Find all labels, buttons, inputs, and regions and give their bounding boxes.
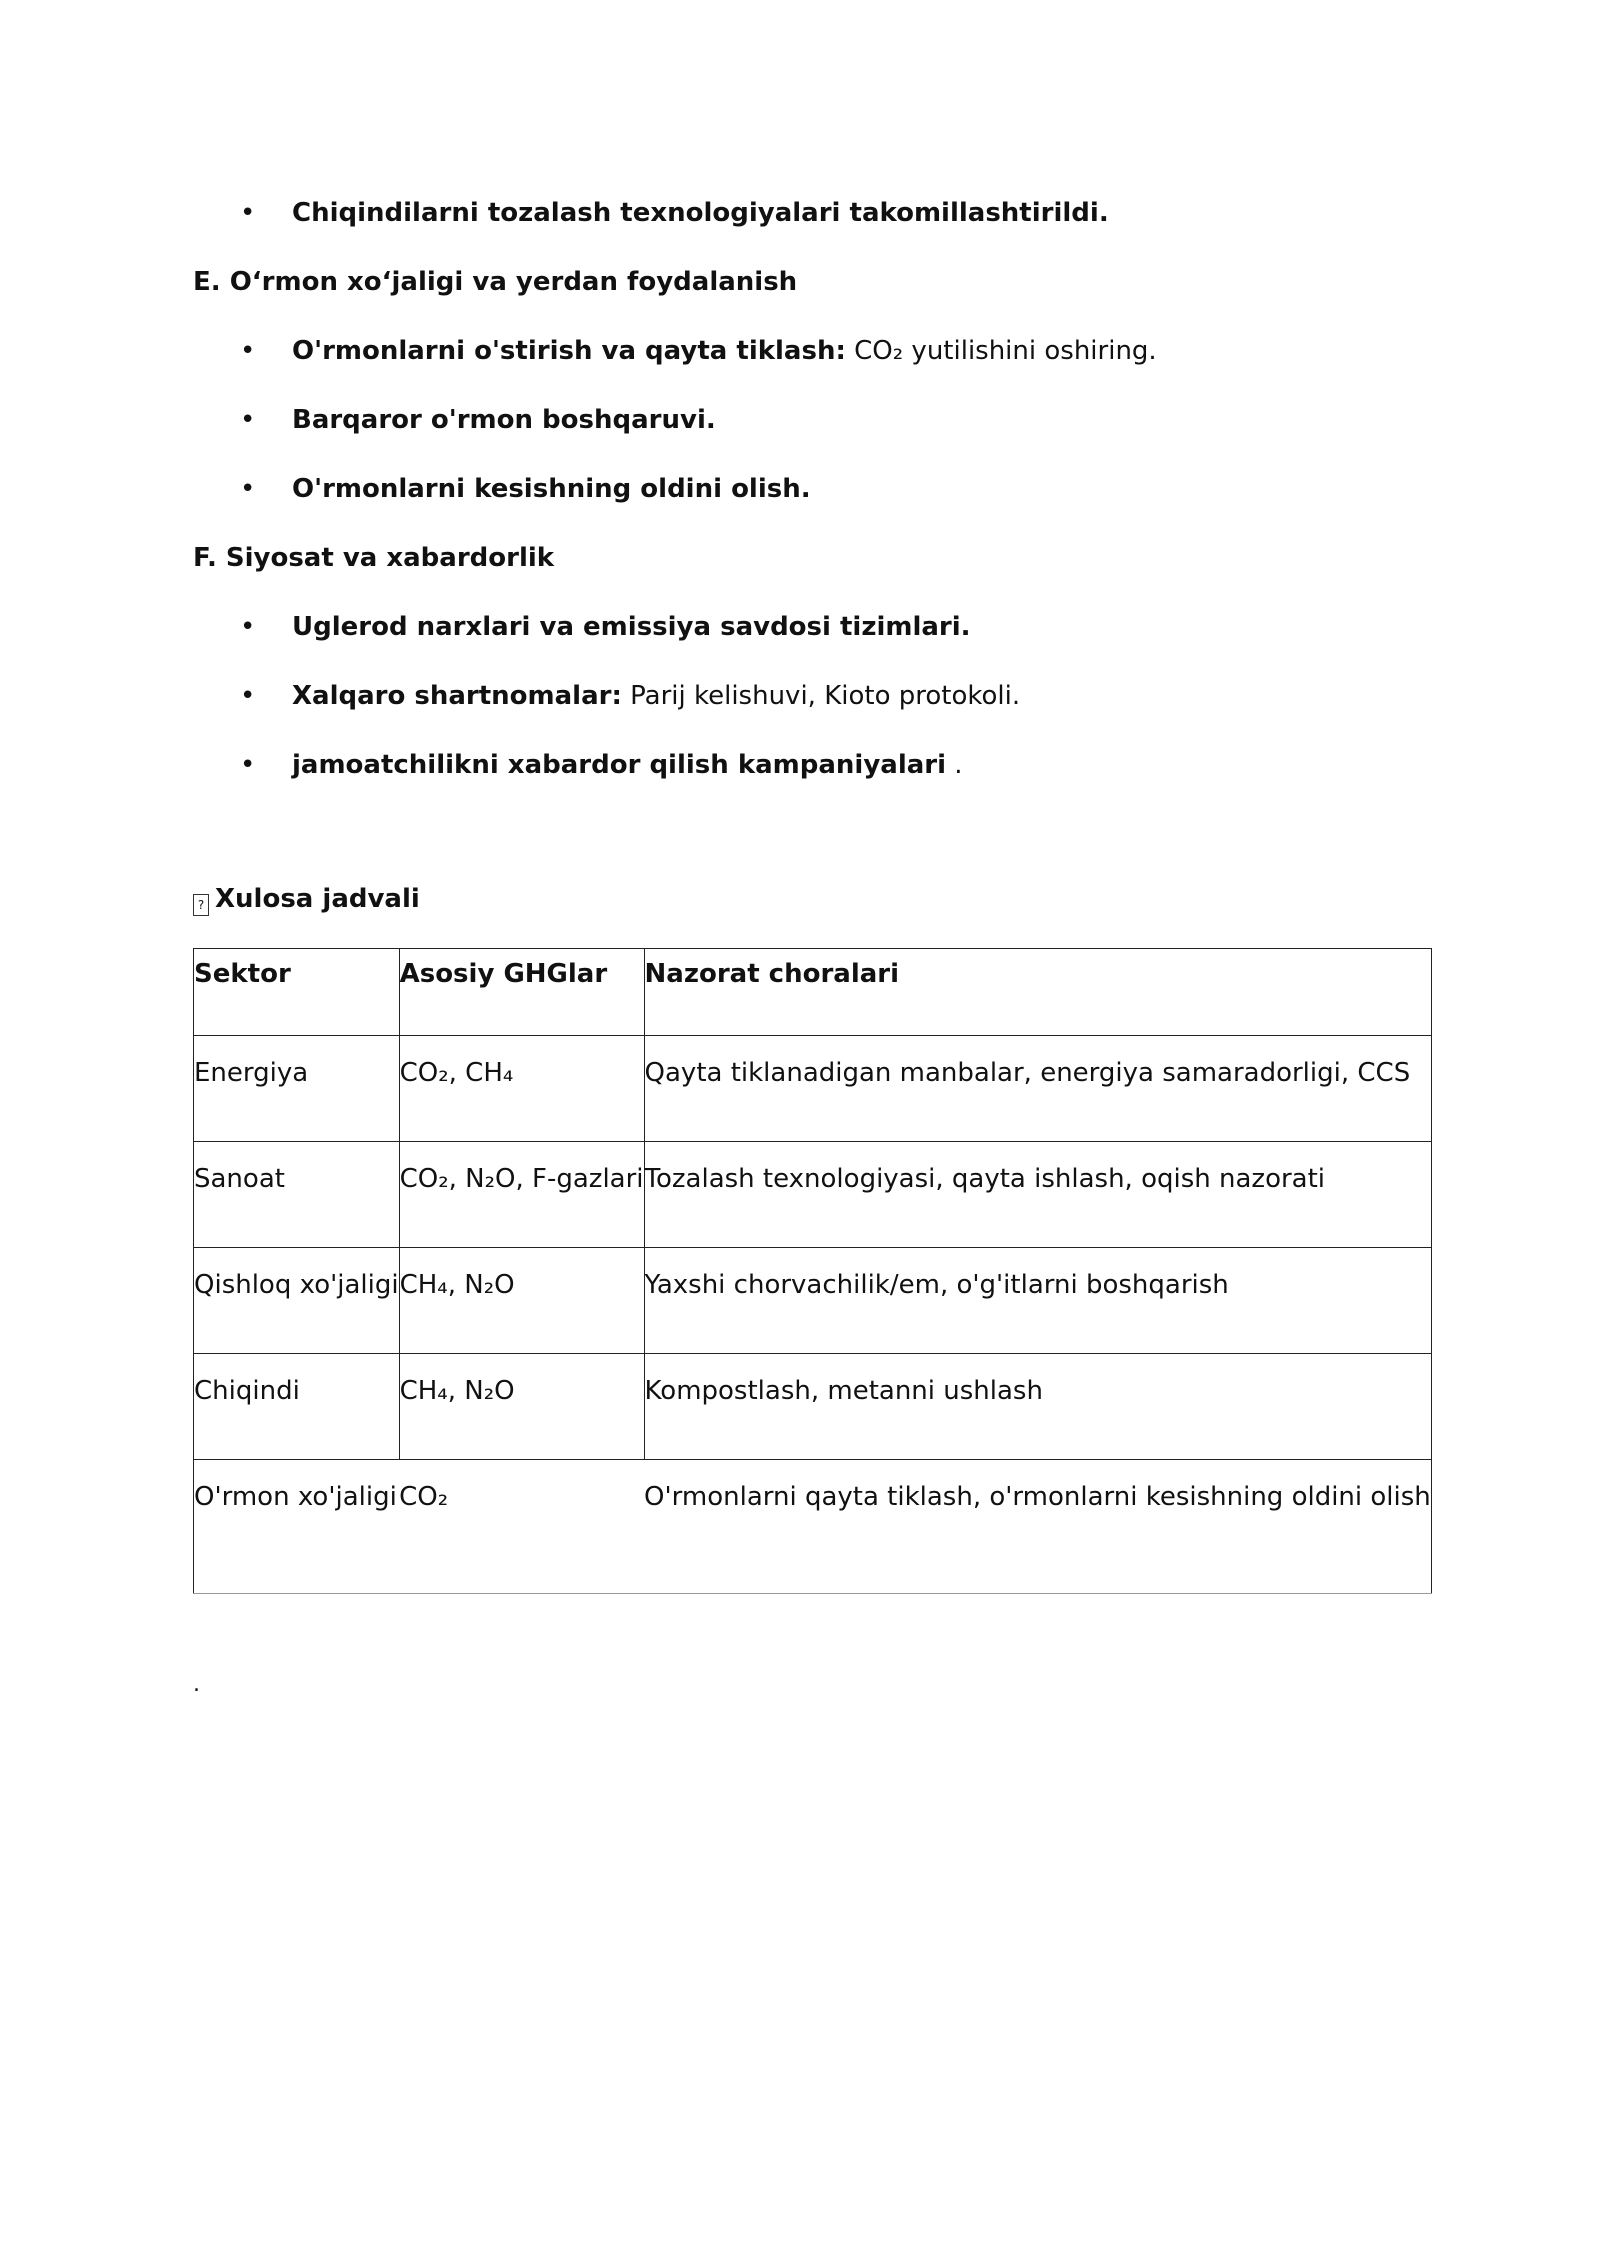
trailing-text: . xyxy=(193,1672,200,1697)
section-f-heading: F. Siyosat va xabardorlik xyxy=(193,543,555,573)
list-item-bold-text: jamoatchilikni xabardor qilish kampaniyalari xyxy=(292,750,947,780)
table-header-cell: Sektor xyxy=(194,949,400,1036)
table-cell: CH₄, N₂O xyxy=(399,1248,644,1354)
table-cell: Yaxshi chorvachilik/em, o'g'itlarni boshqarish xyxy=(644,1248,1431,1354)
list-item-bold-text: Xalqaro shartnomalar: xyxy=(292,681,622,711)
table-cell: CO₂, CH₄ xyxy=(399,1036,644,1142)
section-e-heading: E. O‘rmon xo‘jaligi va yerdan foydalanish xyxy=(193,267,798,297)
table-cell: Qayta tiklanadigan manbalar, energiya samaradorligi, CCS xyxy=(644,1036,1431,1142)
list-item-text: CO₂ yutilishini oshiring. xyxy=(845,336,1157,366)
table-cell: CH₄, N₂O xyxy=(399,1354,644,1460)
table-row xyxy=(194,1460,1432,1594)
bullet-icon: • xyxy=(240,612,256,642)
list-item-bold-text: Chiqindilarni tozalash texnologiyalari takomillashtirildi. xyxy=(292,198,1109,228)
table-row xyxy=(194,1142,1432,1248)
table-cell: CO₂ xyxy=(399,1460,644,1594)
table-cell: Sanoat xyxy=(194,1142,400,1248)
list-item-text: . xyxy=(946,750,963,780)
table-cell: O'rmonlarni qayta tiklash, o'rmonlarni kesishning oldini olish xyxy=(644,1460,1431,1594)
table-row xyxy=(194,1036,1432,1142)
bullet-icon: • xyxy=(240,681,256,711)
table-header-cell: Asosiy GHGlar xyxy=(399,949,644,1036)
bullet-icon: • xyxy=(240,405,256,435)
list-item-bold-text: Barqaror o'rmon boshqaruvi. xyxy=(292,405,716,435)
list-item-bold-text: O'rmonlarni kesishning oldini olish. xyxy=(292,474,811,504)
bullet-icon: • xyxy=(240,474,256,504)
table-cell: Qishloq xo'jaligi xyxy=(194,1248,400,1354)
missing-glyph-icon: ? xyxy=(193,894,209,916)
table-cell: CO₂, N₂O, F-gazlari xyxy=(399,1142,644,1248)
table-cell: Energiya xyxy=(194,1036,400,1142)
table-header-cell: Nazorat choralari xyxy=(644,949,1431,1036)
list-item-bold-text: O'rmonlarni o'stirish va qayta tiklash: xyxy=(292,336,846,366)
bullet-icon: • xyxy=(240,336,256,366)
list-item-text: Parij kelishuvi, Kioto protokoli. xyxy=(621,681,1021,711)
table-cell: O'rmon xo'jaligi xyxy=(194,1460,400,1594)
list-item-bold-text: Uglerod narxlari va emissiya savdosi tizimlari. xyxy=(292,612,971,642)
bullet-icon: • xyxy=(240,750,256,780)
table-row xyxy=(194,1354,1432,1460)
table-row xyxy=(194,1248,1432,1354)
table-cell: Tozalash texnologiyasi, qayta ishlash, oqish nazorati xyxy=(644,1142,1431,1248)
table-cell: Chiqindi xyxy=(194,1354,400,1460)
table-title-text: Xulosa jadvali xyxy=(215,884,420,914)
summary-table xyxy=(193,948,1432,1594)
table-cell: Kompostlash, metanni ushlash xyxy=(644,1354,1431,1460)
table-header-row xyxy=(194,949,1432,1036)
table-title xyxy=(193,882,420,916)
bullet-icon: • xyxy=(240,198,256,228)
